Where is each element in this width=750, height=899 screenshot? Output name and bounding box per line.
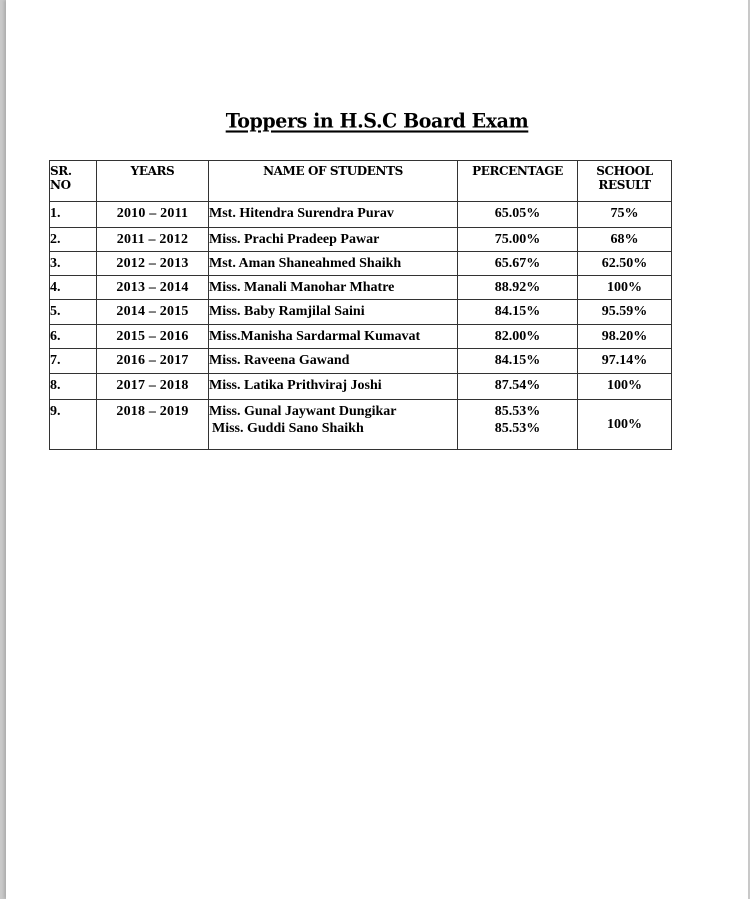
cell-year: 2011 – 2012 [97, 228, 209, 252]
cell-school-result: 97.14% [578, 349, 672, 374]
student-name: Miss. Prachi Pradeep Pawar [209, 232, 380, 247]
student-name: Mst. Aman Shaneahmed Shaikh [209, 256, 402, 271]
cell-year: 2018 – 2019 [97, 400, 209, 450]
table-row [50, 276, 672, 300]
student-name: Miss. Latika Prithviraj Joshi [209, 378, 382, 393]
cell-year: 2016 – 2017 [97, 349, 209, 374]
cell-percentage [458, 228, 578, 252]
toppers-table [49, 160, 672, 450]
cell-year: 2014 – 2015 [97, 300, 209, 325]
cell-school-result: 98.20% [578, 325, 672, 349]
cell-sr-no: 5. [50, 300, 97, 325]
header-sr-line2: NO [50, 178, 71, 192]
cell-percentage [458, 300, 578, 325]
cell-sr-no: 9. [50, 400, 97, 450]
cell-sr-no: 8. [50, 374, 97, 400]
cell-sr-no: 2. [50, 228, 97, 252]
cell-student-name [209, 374, 458, 400]
cell-school-result: 75% [578, 202, 672, 228]
table-row [50, 228, 672, 252]
percentage-value: 65.05% [494, 206, 541, 221]
percentage-value: 85.53% [494, 404, 541, 419]
page-title: Toppers in H.S.C Board Exam [225, 109, 529, 133]
cell-year: 2017 – 2018 [97, 374, 209, 400]
header-sr-no [50, 161, 97, 202]
cell-school-result: 100% [578, 374, 672, 400]
student-name: Mst. Hitendra Surendra Purav [209, 206, 394, 221]
header-school-result [578, 161, 672, 202]
cell-year: 2015 – 2016 [97, 325, 209, 349]
percentage-value: 65.67% [494, 256, 541, 271]
percentage-value: 87.54% [494, 378, 541, 393]
cell-student-name [209, 276, 458, 300]
header-name-of-students: NAME OF STUDENTS [209, 161, 458, 202]
cell-sr-no: 4. [50, 276, 97, 300]
table-row [50, 374, 672, 400]
cell-student-name [209, 300, 458, 325]
cell-student-name [209, 202, 458, 228]
cell-student-name [209, 252, 458, 276]
cell-percentage [458, 276, 578, 300]
cell-school-result: 100% [578, 276, 672, 300]
cell-sr-no: 7. [50, 349, 97, 374]
cell-year: 2013 – 2014 [97, 276, 209, 300]
header-years: YEARS [97, 161, 209, 202]
header-percentage: PERCENTAGE [458, 161, 578, 202]
percentage-value: 82.00% [494, 329, 541, 344]
percentage-value: 85.53% [494, 421, 541, 436]
percentage-value: 75.00% [494, 232, 541, 247]
table-row [50, 202, 672, 228]
student-name: Miss. Guddi Sano Shaikh [212, 421, 364, 436]
student-name: Miss. Gunal Jaywant Dungikar [209, 404, 397, 419]
cell-school-result: 95.59% [578, 300, 672, 325]
cell-student-name [209, 400, 458, 450]
cell-year: 2012 – 2013 [97, 252, 209, 276]
cell-student-name [209, 228, 458, 252]
cell-percentage [458, 374, 578, 400]
student-name: Miss. Raveena Gawand [209, 353, 350, 368]
cell-student-name [209, 325, 458, 349]
student-name: Miss. Manali Manohar Mhatre [209, 280, 395, 295]
cell-percentage [458, 202, 578, 228]
cell-percentage [458, 252, 578, 276]
table-header-row [50, 161, 672, 202]
cell-percentage [458, 325, 578, 349]
table-row [50, 252, 672, 276]
cell-school-result: 62.50% [578, 252, 672, 276]
cell-sr-no: 6. [50, 325, 97, 349]
table-row [50, 400, 672, 450]
table-body [50, 202, 672, 450]
cell-student-name [209, 349, 458, 374]
cell-percentage [458, 349, 578, 374]
cell-school-result: 68% [578, 228, 672, 252]
cell-year: 2010 – 2011 [97, 202, 209, 228]
cell-percentage [458, 400, 578, 450]
cell-sr-no: 1. [50, 202, 97, 228]
student-name: Miss. Baby Ramjilal Saini [209, 304, 365, 319]
header-result-line2: RESULT [598, 178, 651, 192]
percentage-value: 84.15% [494, 353, 541, 368]
header-sr-line1: SR. [50, 164, 72, 178]
student-name: Miss.Manisha Sardarmal Kumavat [209, 329, 421, 344]
cell-school-result: 100% [578, 400, 672, 450]
percentage-value: 88.92% [494, 280, 541, 295]
percentage-value: 84.15% [494, 304, 541, 319]
cell-sr-no: 3. [50, 252, 97, 276]
table-row [50, 349, 672, 374]
header-result-line1: SCHOOL [596, 164, 653, 178]
table-row [50, 325, 672, 349]
table-row [50, 300, 672, 325]
document-page [6, 0, 748, 899]
